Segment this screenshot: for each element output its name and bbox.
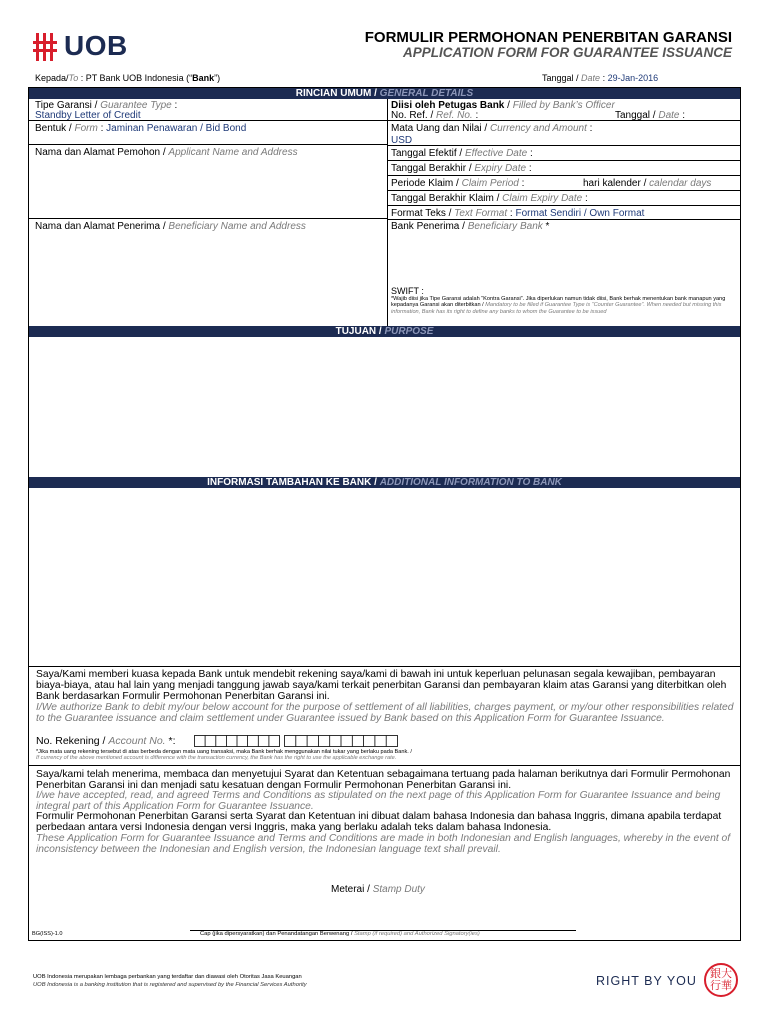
ref-no-label: No. Ref. / Ref. No. : (391, 110, 479, 121)
expiry-date-label: Tanggal Berakhir / Expiry Date : (391, 163, 532, 174)
currency-label: Mata Uang dan Nilai / Currency and Amount : (391, 123, 593, 134)
applicant-label: Nama dan Alamat Pemohon / Applicant Name and Address (35, 147, 298, 158)
currency-value[interactable]: USD (391, 135, 413, 146)
beneficiary-input[interactable] (31, 233, 383, 323)
debit-authorization-id: Saya/Kami memberi kuasa kepada Bank untuk mendebit rekening saya/kami di bawah ini untuk keperluan pelunasan segala kewajiban, pembayaran biaya-biaya, atau hal lain yang menjadi tanggung jawab saya/kami terkait penerbitan Garansi dan pembayaran klaim atas Garansi yang diterbitkan oleh Bank berdasarkan Formulir Permohonan Penerbitan Garansi ini. (36, 669, 727, 702)
guarantee-type-value[interactable]: Standby Letter of Credit (35, 110, 141, 121)
date-value[interactable]: 29-Jan-2016 (607, 73, 659, 83)
claim-period-label: Periode Klaim / Claim Period : (391, 178, 525, 189)
claim-expiry-label: Tanggal Berakhir Klaim / Claim Expiry Date : (391, 193, 588, 204)
seal-text: 銀大行華 (710, 967, 732, 992)
uob-logo-mark-icon (33, 32, 63, 62)
form-value[interactable]: Jaminan Penawaran / Bid Bond (106, 123, 247, 134)
form-field: Bentuk / Form : Jaminan Penawaran / Bid Bond (35, 123, 247, 134)
account-digit-boxes[interactable] (194, 735, 399, 747)
regulatory-note-en: UOB Indonesia is a banking institution that is registered and supervised by the Financial Services Authority (33, 982, 307, 988)
form-title-id: FORMULIR PERMOHONAN PENERBITAN GARANSI (364, 29, 732, 46)
language-clause-id: Formulir Permohonan Penerbitan Garansi serta Syarat dan Ketentuan ini dibuat dalam bahasa Indonesia dan bahasa Inggris, dimana apabila terdapat perbedaan antara versi Indonesia dengan versi Inggris, maka yang berlaku adalah teks dalam bahasa Indonesia. (36, 811, 722, 833)
text-format-value[interactable]: Format Sendiri / Own Format (515, 208, 645, 219)
officer-heading: Diisi oleh Petugas Bank / Filled by Bank’s Officer (391, 100, 615, 111)
debit-authorization-en: I/We authorize Bank to debit my/our below account for the purpose of settlement of all liabilities, charges payment, or my/our other responsibilities related to the Guarantee issuance and claim settlement under Guarantee issued by Bank based on this Application Form for Guarantee Issuance. (36, 702, 734, 724)
purpose-input[interactable] (31, 339, 738, 475)
account-number-boxes[interactable] (194, 734, 399, 746)
regulatory-note-id: UOB Indonesia merupakan lembaga perbankan yang terdaftar dan diawasi oleh Otoritas Jasa Keuangan (33, 974, 302, 980)
applicant-input[interactable] (31, 159, 383, 216)
uob-logo (33, 32, 163, 62)
signature-area[interactable] (190, 860, 576, 928)
stamp-duty-label: Meterai / Stamp Duty (331, 884, 425, 895)
form-date: Tanggal / Date : 29-Jan-2016 (542, 73, 659, 83)
calendar-days-label: hari kalender / calendar days (583, 178, 712, 189)
additional-info-input[interactable] (31, 490, 738, 664)
slogan: RIGHT BY YOU (596, 974, 697, 988)
swift-label: SWIFT : (391, 286, 424, 296)
purpose-bar: TUJUAN / PURPOSE (29, 326, 740, 337)
general-details-bar: RINCIAN UMUM / GENERAL DETAILS (29, 88, 740, 99)
exchange-rate-note: *Jika mata uang rekening tersebut di atas berbeda dengan mata uang transaksi, maka Bank berhak menggunakan nilai tukar yang berlaku pada Bank. / If currency of the above mentioned account is difference with the transaction currency, the Bank has the right to use the applicable exchange rate. (36, 749, 412, 762)
effective-date-label: Tanggal Efektif / Effective Date : (391, 148, 533, 159)
guarantee-type-label: Tipe Garansi / Guarantee Type : (35, 100, 178, 111)
language-clause-en: These Application Form for Guarantee Issuance and Terms and Conditions are made in both Indonesian and English languages, whereby in the event of inconsistency between the Indonesian and English version, the Indonesian language text shall prevail. (36, 833, 731, 855)
beneficiary-label: Nama dan Alamat Penerima / Beneficiary Name and Address (35, 221, 306, 232)
beneficiary-bank-input[interactable] (389, 233, 738, 283)
form-title-en: APPLICATION FORM FOR GUARANTEE ISSUANCE (402, 45, 732, 60)
signature-caption: Cap (jika dipersyaratkan) dan Penandatangan Berwenang / Stamp (if required) and Authorized Signatory(ies) (200, 931, 480, 937)
beneficiary-bank-label: Bank Penerima / Beneficiary Bank * (391, 221, 550, 232)
form-code: BG(ISS)-1.0 (32, 931, 63, 937)
recipient-line: Kepada/To : PT Bank UOB Indonesia (“Bank”) (35, 73, 221, 83)
uob-wordmark: UOB (64, 30, 128, 61)
additional-info-bar: INFORMASI TAMBAHAN KE BANK / ADDITIONAL INFORMATION TO BANK (29, 477, 740, 488)
terms-acceptance-en: I/we have accepted, read, and agreed Terms and Conditions as stipulated on the next page of this Application Form for Guarantee Issuance and being integral part of this Application Form for Guarantee Issuance. (36, 790, 721, 812)
account-no-label: No. Rekening / Account No. *: (36, 735, 176, 747)
terms-acceptance-id: Saya/kami telah menerima, membaca dan menyetujui Syarat dan Ketentuan sebagaimana tertuang pada halaman berikutnya dari Formulir Permohonan Penerbitan Garansi ini dan menjadi satu kesatuan dengan Formulir Permohonan Penerbitan Garansi ini. (36, 769, 731, 791)
text-format-label: Format Teks / Text Format : Format Sendiri / Own Format (391, 208, 645, 219)
beneficiary-bank-note: *Wajib diisi jika Tipe Garansi adalah “Kontra Garansi”. Jika diperlukan namun tidak diisi, Bank berhak menentukan bank manapun yang kepadanya Garansi akan diterbitkan / Mandatory to be filled if Guarantee Type is “Counter Guarantee”. When needed but missing this information, Bank has its right to define any banks to whom the Guarantee to be issued (391, 296, 726, 315)
uob-chinese-seal-icon (704, 963, 738, 997)
officer-date-label: Tanggal / Date : (615, 110, 686, 121)
